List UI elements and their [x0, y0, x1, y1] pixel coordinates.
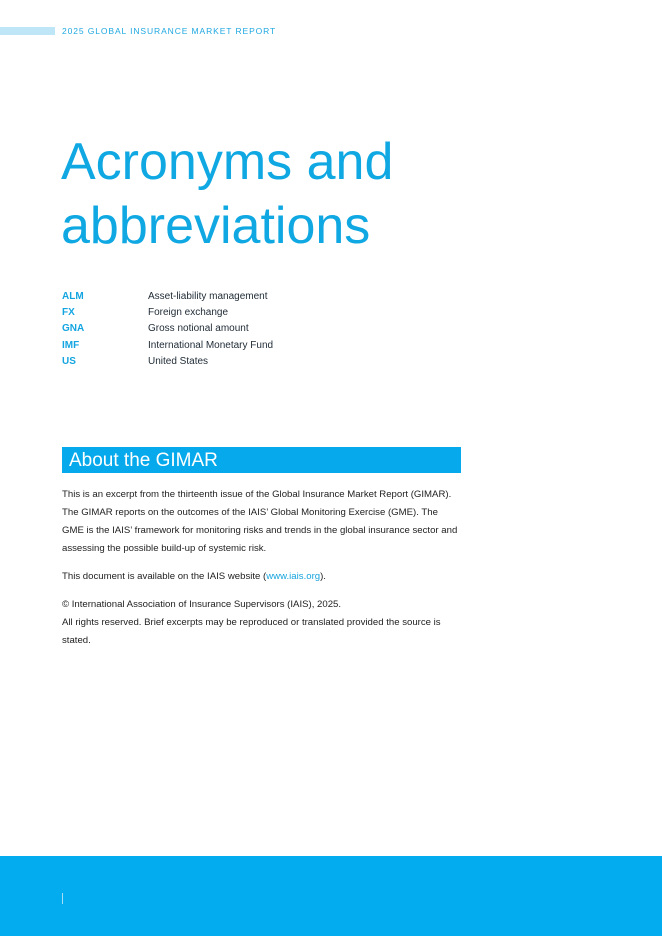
about-section-heading: About the GIMAR	[62, 447, 461, 473]
availability-note	[62, 568, 462, 586]
acronym-definition: International Monetary Fund	[148, 339, 274, 351]
page-number-marker	[62, 893, 63, 904]
availability-prefix: This document is available on the IAIS website (	[62, 571, 267, 582]
acronym-term: IMF	[62, 339, 80, 351]
footer-band	[0, 856, 662, 936]
acronym-row	[62, 338, 273, 354]
page-title	[61, 130, 621, 258]
about-description: This is an excerpt from the thirteenth issue of the Global Insurance Market Report (GIMAR). The GIMAR reports on the outcomes of the IAIS’ Global Monitoring Exercise (GME). The GME is the IAIS’ framework for monitoring risks and trends in the global insurance sector and assessing the possible build-up of systemic risk.	[62, 489, 458, 554]
page-title-line-2: abbreviations	[61, 197, 371, 255]
iais-website-link[interactable]: www.iais.org	[266, 571, 321, 582]
acronym-row	[62, 305, 273, 321]
acronym-definition: Gross notional amount	[148, 323, 249, 335]
copyright-notice: © International Association of Insurance Supervisors (IAIS), 2025.	[62, 599, 342, 610]
acronym-definition: United States	[148, 355, 209, 367]
availability-suffix: ).	[320, 571, 326, 582]
acronym-list	[62, 289, 273, 370]
acronym-term: FX	[62, 307, 75, 319]
acronym-row	[62, 321, 273, 337]
acronym-term: ALM	[62, 291, 84, 302]
header-accent-bar	[0, 27, 55, 35]
report-running-header: 2025 GLOBAL INSURANCE MARKET REPORT	[62, 26, 277, 36]
rights-notice: All rights reserved. Brief excerpts may be reproduced or translated provided the source is stated.	[62, 617, 441, 646]
acronym-row	[62, 354, 273, 370]
about-section-body	[62, 486, 462, 650]
acronym-term: GNA	[62, 323, 85, 335]
acronym-definition: Asset-liability management	[148, 291, 268, 302]
acronym-row	[62, 289, 273, 305]
acronym-definition: Foreign exchange	[148, 307, 229, 319]
page-title-line-1: Acronyms and	[61, 133, 394, 191]
acronym-term: US	[62, 355, 76, 367]
